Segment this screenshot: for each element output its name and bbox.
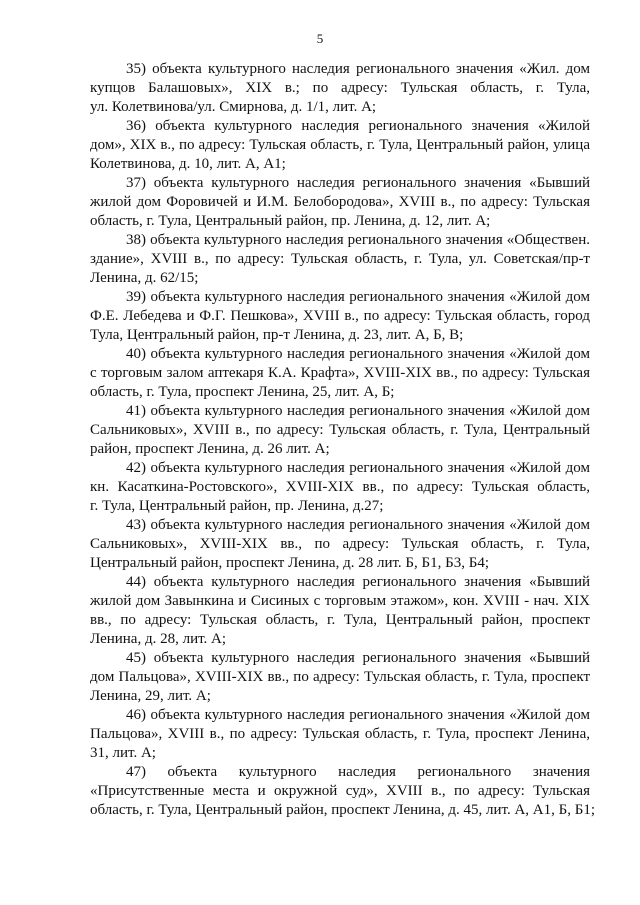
list-item-line: 45) объекта культурного наследия регионального значения «Бывший bbox=[126, 650, 590, 666]
list-item-line: дом», XIX в., по адресу: Тульская область, г. Тула, Центральный район, улица bbox=[90, 137, 590, 153]
list-item-line: Сальниковых», XVIII в., по адресу: Тульская область, г. Тула, Центральный bbox=[90, 422, 590, 438]
list-item-line: Ленина, 29, лит. А; bbox=[90, 688, 211, 704]
list-item bbox=[90, 459, 590, 516]
list-item-line: Ф.Е. Лебедева и Ф.Г. Пешкова», XVIII в., по адресу: Тульская область, город bbox=[90, 308, 590, 324]
list-item-line: 36) объекта культурного наследия регионального значения «Жилой bbox=[126, 118, 590, 134]
list-item-line: с торговым залом аптекаря К.А. Крафта», XVIII-XIX вв., по адресу: Тульская bbox=[90, 365, 590, 381]
list-item-line: купцов Балашовых», XIX в.; по адресу: Тульская область, г. Тула, bbox=[90, 80, 590, 96]
list-item bbox=[90, 117, 590, 174]
list-item-line: район, проспект Ленина, д. 26 лит. А; bbox=[90, 441, 330, 457]
list-item-line: 40) объекта культурного наследия регионального значения «Жилой дом bbox=[126, 346, 590, 362]
list-item bbox=[90, 706, 590, 763]
list-item bbox=[90, 649, 590, 706]
list-item bbox=[90, 174, 590, 231]
list-item-line: 46) объекта культурного наследия регионального значения «Жилой дом bbox=[126, 707, 590, 723]
list-item bbox=[90, 516, 590, 573]
list-item-line: 42) объекта культурного наследия регионального значения «Жилой дом bbox=[126, 460, 590, 476]
list-item-line: 37) объекта культурного наследия регионального значения «Бывший bbox=[126, 175, 590, 191]
list-item-line: Сальниковых», XVIII-XIX вв., по адресу: Тульская область, г. Тула, bbox=[90, 536, 590, 552]
list-item-line: 47) объекта культурного наследия регионального значения bbox=[126, 764, 590, 780]
list-item-line: область, г. Тула, Центральный район, проспект Ленина, д. 45, лит. А, А1, Б, Б1; bbox=[90, 802, 596, 818]
list-item-line: ул. Колетвинова/ул. Смирнова, д. 1/1, лит. А; bbox=[90, 99, 377, 115]
page-number: 5 bbox=[316, 31, 324, 46]
list-item-line: Колетвинова, д. 10, лит. А, А1; bbox=[90, 156, 286, 172]
list-item bbox=[90, 573, 590, 649]
list-item-line: вв., по адресу: Тульская область, г. Тула, Центральный район, проспект bbox=[90, 612, 590, 628]
list-item-line: жилой дом Форовичей и И.М. Белобородова», XVIII в., по адресу: Тульская bbox=[90, 194, 590, 210]
document-body bbox=[90, 60, 596, 820]
list-item-line: 43) объекта культурного наследия регионального значения «Жилой дом bbox=[126, 517, 590, 533]
list-item-line: «Присутственные места и окружной суд», XVIII в., по адресу: Тульская bbox=[90, 783, 590, 799]
list-item-line: 41) объекта культурного наследия регионального значения «Жилой дом bbox=[126, 403, 590, 419]
list-item-line: жилой дом Завынкина и Сисиных с торговым этажом», кон. XVIII - нач. XIX bbox=[90, 593, 590, 609]
list-item-line: Ленина, д. 28, лит. А; bbox=[90, 631, 227, 647]
list-item bbox=[90, 60, 590, 117]
list-item bbox=[90, 402, 590, 459]
list-item-line: Ленина, д. 62/15; bbox=[90, 270, 199, 286]
list-item-line: здание», XVIII в., по адресу: Тульская область, г. Тула, ул. Советская/пр-т bbox=[90, 251, 590, 267]
list-item-line: кн. Касаткина-Ростовского», XVIII-XIX вв., по адресу: Тульская область, bbox=[90, 479, 590, 495]
list-item bbox=[90, 288, 590, 345]
list-item-line: Центральный район, проспект Ленина, д. 28 лит. Б, Б1, Б3, Б4; bbox=[90, 555, 490, 571]
list-item bbox=[90, 231, 590, 288]
list-item-line: область, г. Тула, проспект Ленина, 25, лит. А, Б; bbox=[90, 384, 395, 400]
list-item-line: 31, лит. А; bbox=[90, 745, 156, 761]
list-item-line: Тула, Центральный район, пр-т Ленина, д. 23, лит. А, Б, В; bbox=[90, 327, 464, 343]
list-item-line: 44) объекта культурного наследия регионального значения «Бывший bbox=[126, 574, 590, 590]
list-item-line: Пальцова», XVIII в., по адресу: Тульская область, г. Тула, проспект Ленина, bbox=[90, 726, 590, 742]
list-item-line: 38) объекта культурного наследия регионального значения «Обществен. bbox=[126, 232, 590, 248]
list-item-line: 35) объекта культурного наследия регионального значения «Жил. дом bbox=[126, 61, 590, 77]
list-item bbox=[90, 763, 596, 820]
list-item-line: дом Пальцова», XVIII-XIX вв., по адресу: Тульская область, г. Тула, проспект bbox=[90, 669, 590, 685]
list-item-line: область, г. Тула, Центральный район, пр. Ленина, д. 12, лит. А; bbox=[90, 213, 491, 229]
list-item-line: г. Тула, Центральный район, пр. Ленина, д.27; bbox=[90, 498, 384, 514]
list-item-line: 39) объекта культурного наследия регионального значения «Жилой дом bbox=[126, 289, 590, 305]
list-item bbox=[90, 345, 590, 402]
